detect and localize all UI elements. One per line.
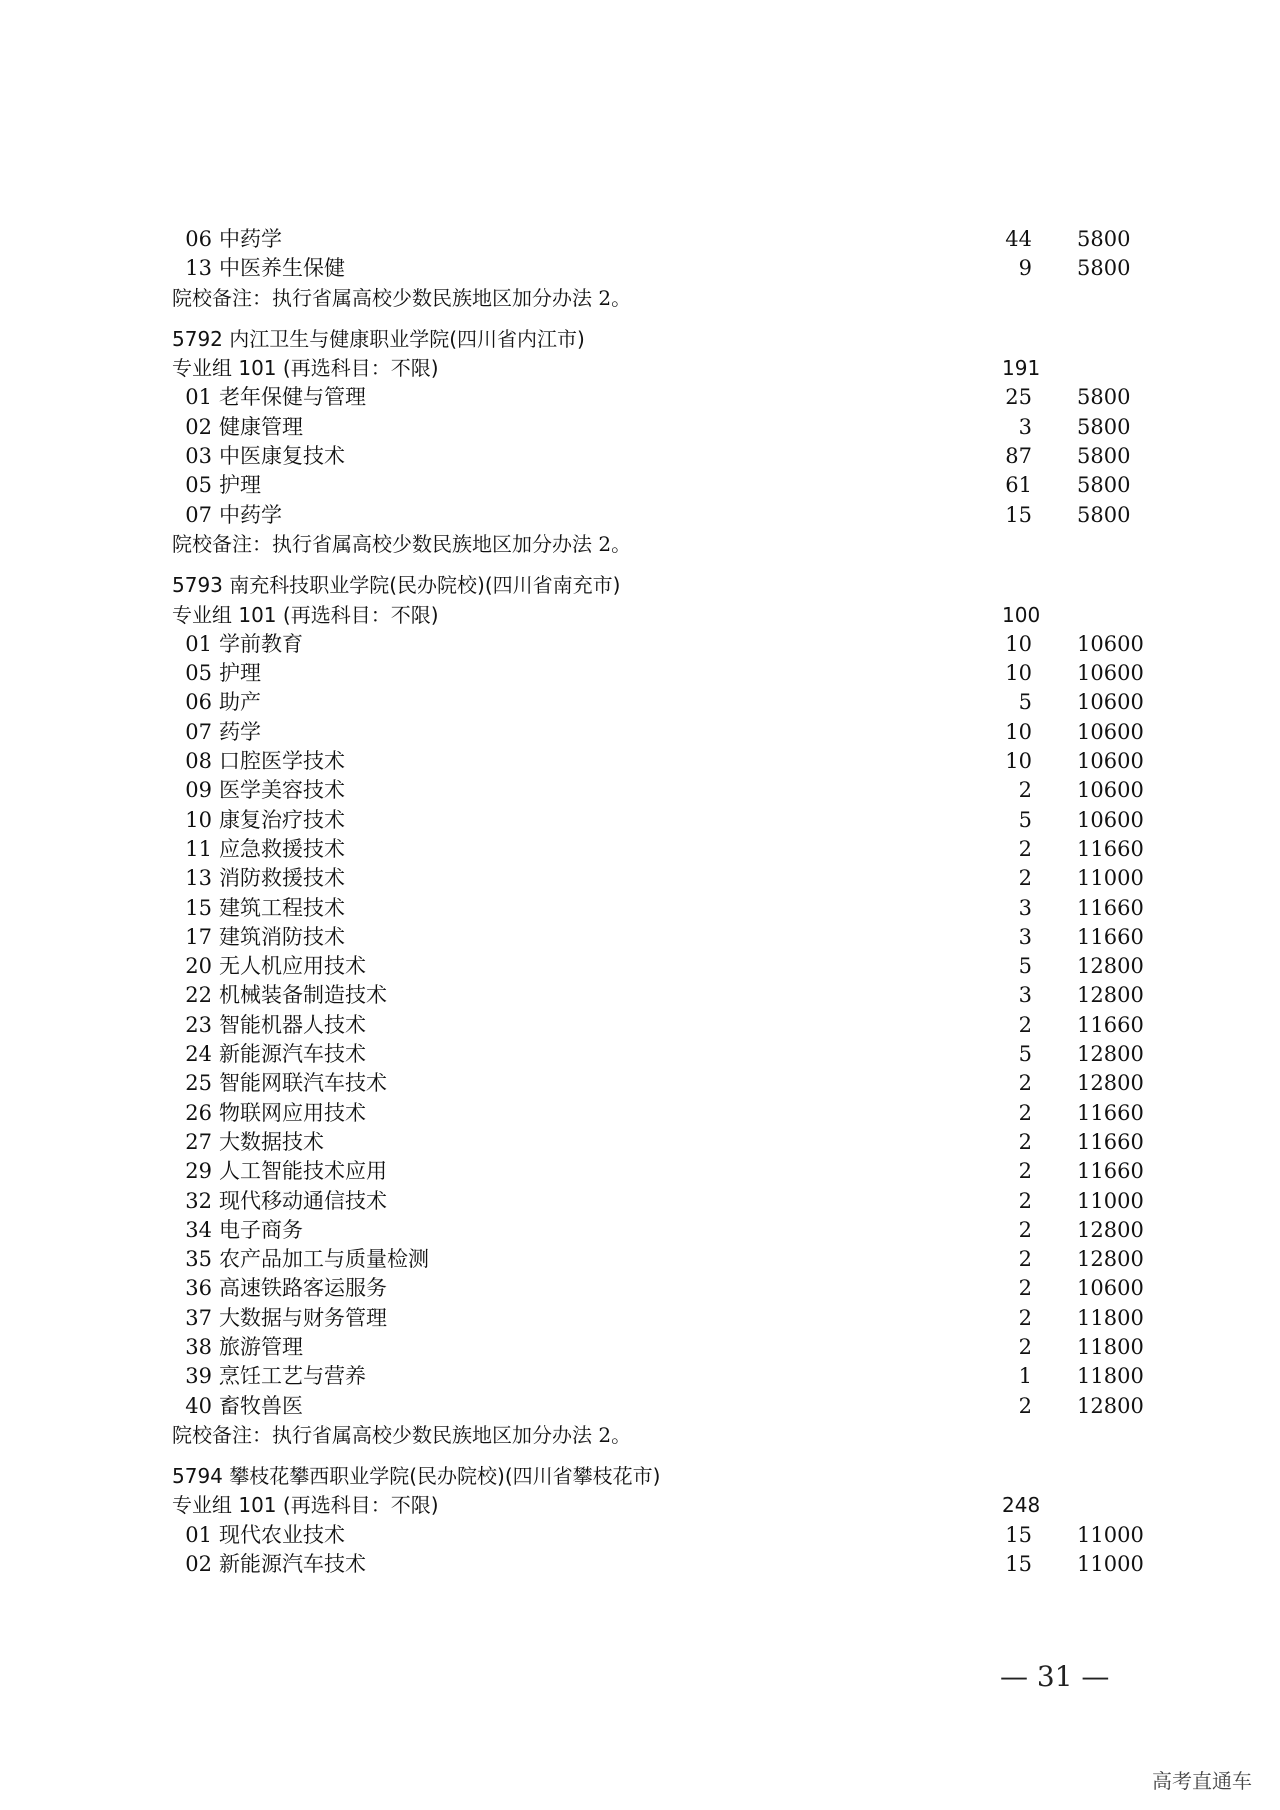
major-tuition: 5800 — [1077, 385, 1131, 410]
major-name: 护理 — [219, 473, 261, 498]
major-count: 9 — [1018, 256, 1032, 281]
major-code: 27 — [185, 1129, 212, 1154]
school-note — [172, 1421, 1172, 1450]
major-count: 2 — [1018, 1334, 1032, 1359]
major-tuition: 5800 — [1077, 502, 1131, 527]
major-count: 2 — [1018, 1129, 1032, 1154]
major-tuition: 10600 — [1077, 719, 1144, 744]
major-count: 5 — [1018, 807, 1032, 832]
major-row — [172, 1392, 1172, 1421]
major-count: 1 — [1018, 1364, 1032, 1389]
major-count: 25 — [1005, 385, 1032, 410]
major-code: 01 — [185, 631, 212, 656]
major-code: 05 — [185, 473, 212, 498]
major-code: 10 — [185, 807, 212, 832]
major-tuition: 11000 — [1077, 1522, 1144, 1547]
major-group-row — [172, 354, 1172, 383]
major-name: 中药学 — [219, 502, 282, 527]
major-name: 电子商务 — [219, 1217, 303, 1242]
school-note — [172, 530, 1172, 559]
major-count: 10 — [1005, 631, 1032, 656]
note-text: 执行省属高校少数民族地区加分办法 2。 — [272, 531, 632, 556]
major-tuition: 10600 — [1077, 661, 1144, 686]
group-label: 专业组 101 (再选科目：不限) — [172, 356, 439, 381]
major-row — [172, 1157, 1172, 1186]
major-name: 新能源汽车技术 — [219, 1552, 366, 1577]
major-name: 中药学 — [219, 227, 282, 251]
note-label: 院校备注： — [172, 531, 272, 556]
major-tuition: 5800 — [1077, 256, 1131, 281]
major-name: 应急救援技术 — [219, 836, 345, 861]
major-code: 24 — [185, 1042, 212, 1067]
major-row — [172, 1304, 1172, 1333]
major-count: 2 — [1018, 1305, 1032, 1330]
section-gap — [172, 313, 1172, 325]
major-row — [172, 413, 1172, 442]
school-header: 5792 内江卫生与健康职业学院(四川省内江市) — [172, 326, 585, 351]
school-header: 5794 攀枝花攀西职业学院(民办院校)(四川省攀枝花市) — [172, 1464, 661, 1489]
page-number: — 31 — — [1000, 1660, 1110, 1693]
section-gap — [172, 1450, 1172, 1462]
major-row — [172, 1040, 1172, 1069]
major-row — [172, 383, 1172, 412]
major-name: 高速铁路客运服务 — [219, 1276, 387, 1301]
major-name: 学前教育 — [219, 631, 303, 656]
major-row — [172, 1216, 1172, 1245]
major-code: 06 — [185, 227, 212, 251]
major-name: 健康管理 — [219, 414, 303, 439]
major-code: 38 — [185, 1334, 212, 1359]
major-tuition: 5800 — [1077, 227, 1131, 251]
major-code: 06 — [185, 690, 212, 715]
note-text: 执行省属高校少数民族地区加分办法 2。 — [272, 285, 632, 310]
major-tuition: 11660 — [1077, 924, 1144, 949]
major-code: 26 — [185, 1100, 212, 1125]
major-code: 01 — [185, 1522, 212, 1547]
major-tuition: 12800 — [1077, 1217, 1144, 1242]
major-code: 36 — [185, 1276, 212, 1301]
major-name: 康复治疗技术 — [219, 807, 345, 832]
major-row — [172, 1274, 1172, 1303]
major-name: 建筑消防技术 — [219, 924, 345, 949]
major-tuition: 11800 — [1077, 1305, 1144, 1330]
major-code: 22 — [185, 983, 212, 1008]
major-tuition: 10600 — [1077, 749, 1144, 774]
major-row — [172, 1333, 1172, 1362]
major-tuition: 10600 — [1077, 631, 1144, 656]
major-tuition: 11660 — [1077, 895, 1144, 920]
major-row — [172, 471, 1172, 500]
major-row — [172, 864, 1172, 893]
major-row — [172, 1011, 1172, 1040]
major-code: 02 — [185, 1552, 212, 1577]
major-tuition: 12800 — [1077, 1247, 1144, 1272]
major-code: 39 — [185, 1364, 212, 1389]
major-code: 02 — [185, 414, 212, 439]
major-count: 2 — [1018, 1393, 1032, 1418]
major-code: 11 — [185, 836, 212, 861]
group-label: 专业组 101 (再选科目：不限) — [172, 1493, 439, 1518]
major-count: 5 — [1018, 690, 1032, 715]
note-label: 院校备注： — [172, 1422, 272, 1447]
major-code: 25 — [185, 1071, 212, 1096]
major-row — [172, 1550, 1172, 1579]
major-row — [172, 225, 1172, 254]
major-code: 20 — [185, 954, 212, 979]
major-row — [172, 442, 1172, 471]
enrollment-plan-list — [172, 225, 1172, 1579]
major-tuition: 11800 — [1077, 1334, 1144, 1359]
major-tuition: 10600 — [1077, 778, 1144, 803]
major-tuition: 11660 — [1077, 836, 1144, 861]
major-tuition: 11660 — [1077, 1159, 1144, 1184]
major-tuition: 10600 — [1077, 807, 1144, 832]
major-row — [172, 630, 1172, 659]
major-count: 2 — [1018, 1012, 1032, 1037]
major-tuition: 5800 — [1077, 414, 1131, 439]
group-total: 191 — [1002, 356, 1041, 381]
major-row — [172, 1187, 1172, 1216]
major-row — [172, 835, 1172, 864]
major-name: 现代农业技术 — [219, 1522, 345, 1547]
major-name: 畜牧兽医 — [219, 1393, 303, 1418]
major-name: 智能网联汽车技术 — [219, 1071, 387, 1096]
major-name: 中医养生保健 — [219, 256, 345, 281]
major-tuition: 10600 — [1077, 1276, 1144, 1301]
major-tuition: 10600 — [1077, 690, 1144, 715]
major-name: 大数据技术 — [219, 1129, 324, 1154]
major-count: 5 — [1018, 954, 1032, 979]
major-name: 物联网应用技术 — [219, 1100, 366, 1125]
major-tuition: 11000 — [1077, 1188, 1144, 1213]
major-tuition: 12800 — [1077, 1393, 1144, 1418]
major-code: 34 — [185, 1217, 212, 1242]
major-row — [172, 1128, 1172, 1157]
major-name: 新能源汽车技术 — [219, 1042, 366, 1067]
major-tuition: 11000 — [1077, 866, 1144, 891]
major-tuition: 12800 — [1077, 1071, 1144, 1096]
major-row — [172, 923, 1172, 952]
group-total: 248 — [1002, 1493, 1041, 1518]
major-count: 15 — [1005, 1522, 1032, 1547]
major-count: 2 — [1018, 778, 1032, 803]
major-name: 消防救援技术 — [219, 866, 345, 891]
major-name: 医学美容技术 — [219, 778, 345, 803]
major-count: 2 — [1018, 1276, 1032, 1301]
major-row — [172, 254, 1172, 283]
major-row — [172, 1362, 1172, 1391]
major-name: 口腔医学技术 — [219, 749, 345, 774]
major-count: 3 — [1018, 414, 1032, 439]
major-name: 助产 — [219, 690, 261, 715]
major-code: 32 — [185, 1188, 212, 1213]
major-code: 09 — [185, 778, 212, 803]
major-name: 药学 — [219, 719, 261, 744]
major-name: 烹饪工艺与营养 — [219, 1364, 366, 1389]
major-name: 护理 — [219, 661, 261, 686]
school-note — [172, 284, 1172, 313]
major-row — [172, 981, 1172, 1010]
major-code: 29 — [185, 1159, 212, 1184]
group-total: 100 — [1002, 602, 1041, 627]
major-tuition: 5800 — [1077, 473, 1131, 498]
major-count: 2 — [1018, 1188, 1032, 1213]
major-count: 3 — [1018, 983, 1032, 1008]
note-text: 执行省属高校少数民族地区加分办法 2。 — [272, 1422, 632, 1447]
major-row — [172, 952, 1172, 981]
major-name: 智能机器人技术 — [219, 1012, 366, 1037]
major-row — [172, 1245, 1172, 1274]
major-name: 机械装备制造技术 — [219, 983, 387, 1008]
group-label: 专业组 101 (再选科目：不限) — [172, 602, 439, 627]
major-name: 建筑工程技术 — [219, 895, 345, 920]
major-count: 5 — [1018, 1042, 1032, 1067]
major-count: 2 — [1018, 1247, 1032, 1272]
major-row — [172, 747, 1172, 776]
major-row — [172, 501, 1172, 530]
major-code: 35 — [185, 1247, 212, 1272]
major-code: 13 — [185, 866, 212, 891]
major-count: 87 — [1005, 444, 1032, 469]
major-count: 61 — [1005, 473, 1032, 498]
major-name: 现代移动通信技术 — [219, 1188, 387, 1213]
major-code: 40 — [185, 1393, 212, 1418]
major-name: 老年保健与管理 — [219, 385, 366, 410]
major-row — [172, 776, 1172, 805]
major-tuition: 12800 — [1077, 954, 1144, 979]
major-row — [172, 806, 1172, 835]
major-count: 10 — [1005, 661, 1032, 686]
major-name: 人工智能技术应用 — [219, 1159, 387, 1184]
major-code: 37 — [185, 1305, 212, 1330]
major-name: 无人机应用技术 — [219, 954, 366, 979]
major-row — [172, 688, 1172, 717]
major-code: 13 — [185, 256, 212, 281]
major-tuition: 12800 — [1077, 1042, 1144, 1067]
major-tuition: 12800 — [1077, 983, 1144, 1008]
major-row — [172, 1099, 1172, 1128]
major-count: 2 — [1018, 1071, 1032, 1096]
watermark-text: 高考直通车 — [1152, 1769, 1252, 1793]
major-count: 15 — [1005, 502, 1032, 527]
major-row — [172, 1069, 1172, 1098]
major-name: 旅游管理 — [219, 1334, 303, 1359]
major-tuition: 11000 — [1077, 1552, 1144, 1577]
major-count: 2 — [1018, 1100, 1032, 1125]
major-count: 2 — [1018, 1159, 1032, 1184]
major-code: 08 — [185, 749, 212, 774]
major-count: 2 — [1018, 866, 1032, 891]
major-name: 中医康复技术 — [219, 444, 345, 469]
major-tuition: 11660 — [1077, 1012, 1144, 1037]
major-row — [172, 659, 1172, 688]
major-count: 44 — [1005, 227, 1032, 251]
major-row — [172, 1521, 1172, 1550]
major-count: 2 — [1018, 836, 1032, 861]
major-count: 2 — [1018, 1217, 1032, 1242]
school-header: 5793 南充科技职业学院(民办院校)(四川省南充市) — [172, 573, 621, 598]
major-count: 3 — [1018, 924, 1032, 949]
major-name: 大数据与财务管理 — [219, 1305, 387, 1330]
major-row — [172, 718, 1172, 747]
major-name: 农产品加工与质量检测 — [219, 1247, 429, 1272]
major-tuition: 11660 — [1077, 1129, 1144, 1154]
note-label: 院校备注： — [172, 285, 272, 310]
major-code: 15 — [185, 895, 212, 920]
major-tuition: 11660 — [1077, 1100, 1144, 1125]
major-code: 23 — [185, 1012, 212, 1037]
major-code: 17 — [185, 924, 212, 949]
major-group-row — [172, 1491, 1172, 1520]
major-tuition: 11800 — [1077, 1364, 1144, 1389]
major-row — [172, 894, 1172, 923]
major-code: 05 — [185, 661, 212, 686]
major-count: 15 — [1005, 1552, 1032, 1577]
major-tuition: 5800 — [1077, 444, 1131, 469]
major-code: 03 — [185, 444, 212, 469]
major-code: 07 — [185, 502, 212, 527]
major-count: 10 — [1005, 719, 1032, 744]
major-group-row — [172, 601, 1172, 630]
major-count: 10 — [1005, 749, 1032, 774]
section-gap — [172, 559, 1172, 571]
major-code: 07 — [185, 719, 212, 744]
major-code: 01 — [185, 385, 212, 410]
major-count: 3 — [1018, 895, 1032, 920]
